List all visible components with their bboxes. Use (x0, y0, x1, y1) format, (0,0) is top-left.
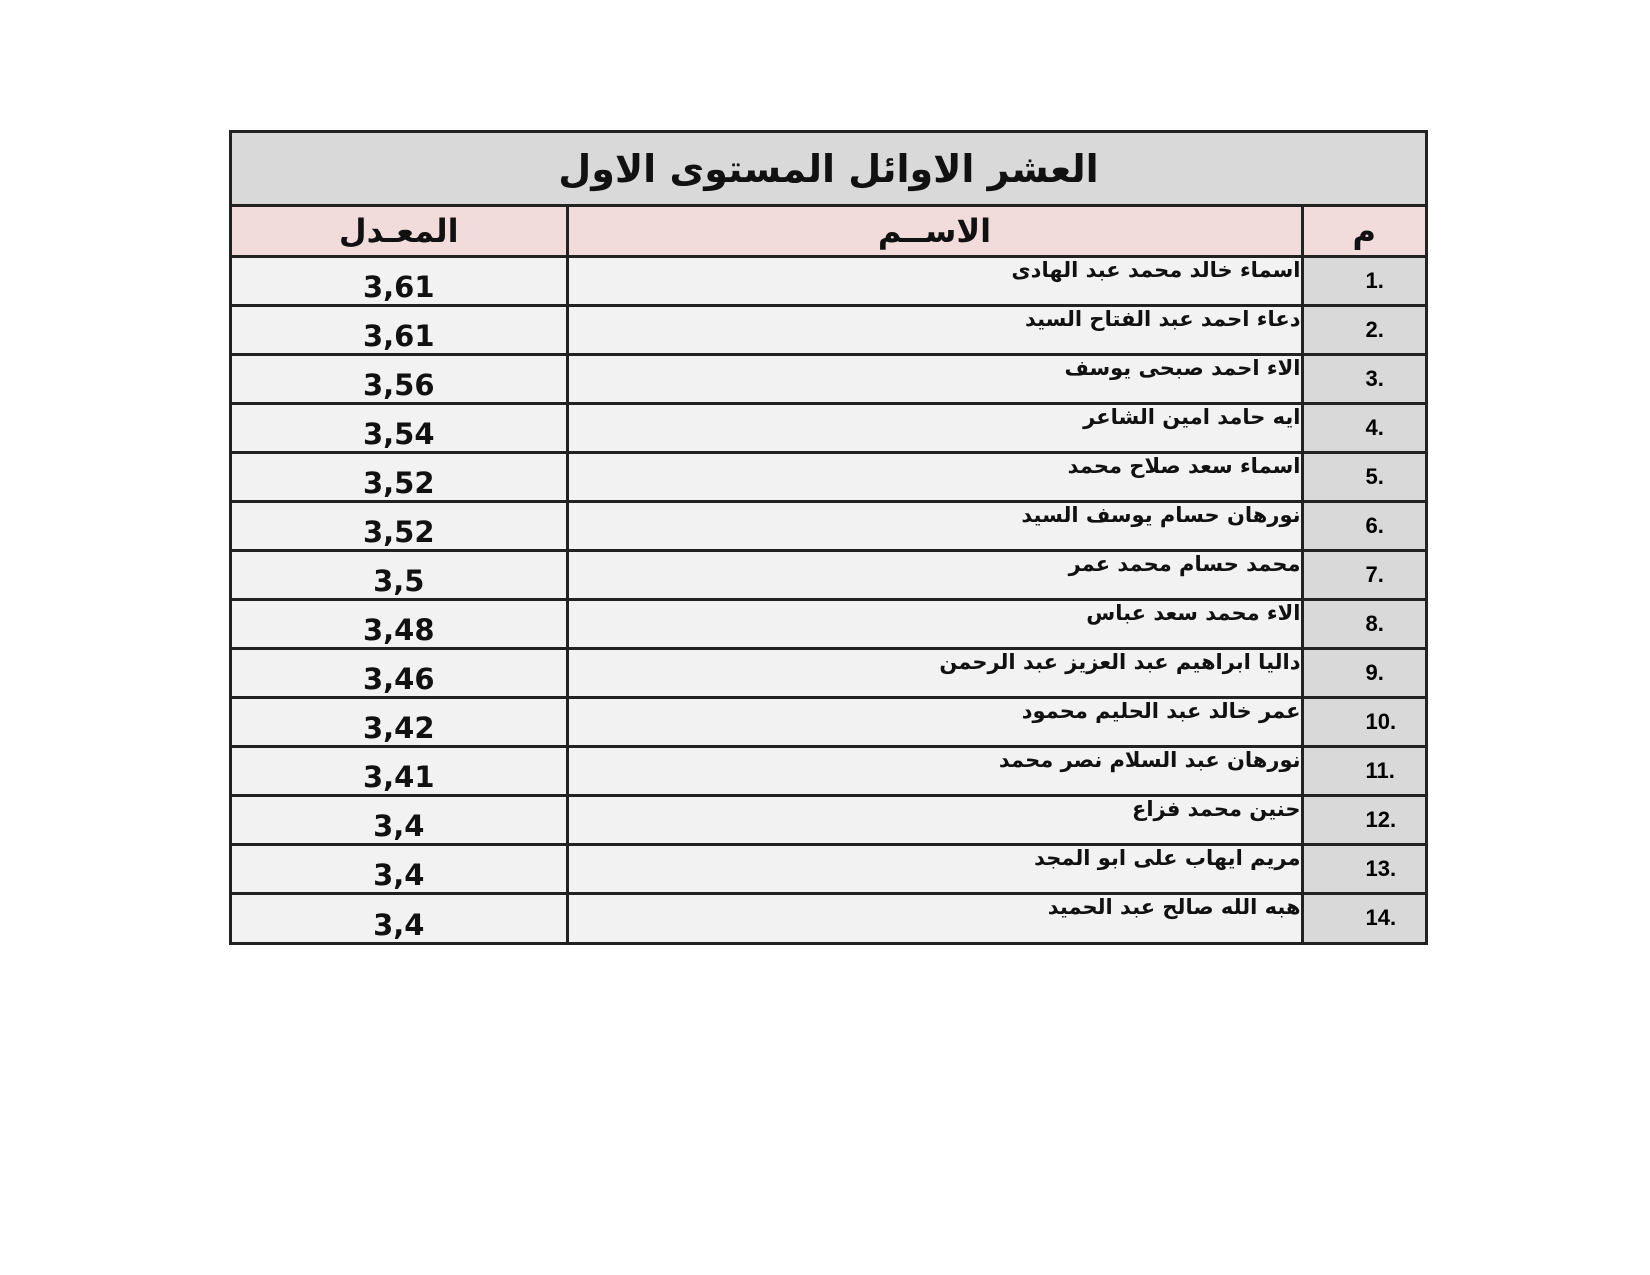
table-row (232, 746, 1425, 795)
student-name: داليا ابراهيم عبد العزيز عبد الرحمن (567, 648, 1302, 697)
table-title: العشر الاوائل المستوى الاول (232, 133, 1425, 207)
row-number-text: 8. (1365, 610, 1384, 636)
row-number-text: 9. (1365, 659, 1384, 685)
student-gpa: 3,52 (232, 501, 567, 550)
row-number-text: 4. (1365, 414, 1384, 440)
row-number-text: 7. (1365, 561, 1384, 587)
row-number (1302, 305, 1425, 354)
student-gpa: 3,61 (232, 305, 567, 354)
row-number (1302, 501, 1425, 550)
row-number (1302, 403, 1425, 452)
table-row (232, 844, 1425, 893)
table-row (232, 550, 1425, 599)
row-number-text: 5. (1365, 463, 1384, 489)
table-row (232, 697, 1425, 746)
student-name: الاء محمد سعد عباس (567, 599, 1302, 648)
row-number-text: 13. (1365, 855, 1397, 881)
row-number-text: 14. (1365, 905, 1397, 931)
header-row (232, 207, 1425, 256)
table-row (232, 795, 1425, 844)
student-name: نورهان حسام يوسف السيد (567, 501, 1302, 550)
student-name: محمد حسام محمد عمر (567, 550, 1302, 599)
table-row (232, 452, 1425, 501)
row-number-text: 2. (1365, 316, 1384, 342)
student-name: دعاء احمد عبد الفتاح السيد (567, 305, 1302, 354)
table-body (232, 256, 1425, 942)
row-number (1302, 452, 1425, 501)
student-gpa: 3,42 (232, 697, 567, 746)
students-grid (232, 207, 1425, 942)
table-row (232, 256, 1425, 305)
student-gpa: 3,41 (232, 746, 567, 795)
student-gpa: 3,4 (232, 893, 567, 942)
row-number-text: 11. (1365, 757, 1395, 783)
row-number-text: 10. (1365, 708, 1397, 734)
student-name: هبه الله صالح عبد الحميد (567, 893, 1302, 942)
row-number (1302, 354, 1425, 403)
student-gpa: 3,48 (232, 599, 567, 648)
table-row (232, 599, 1425, 648)
student-gpa: 3,54 (232, 403, 567, 452)
student-name: الاء احمد صبحى يوسف (567, 354, 1302, 403)
table-row (232, 354, 1425, 403)
table-row (232, 403, 1425, 452)
row-number (1302, 893, 1425, 942)
student-gpa: 3,52 (232, 452, 567, 501)
row-number (1302, 648, 1425, 697)
student-name: عمر خالد عبد الحليم محمود (567, 697, 1302, 746)
row-number (1302, 550, 1425, 599)
header-name: الاســم (567, 207, 1302, 256)
table-row (232, 893, 1425, 942)
student-name: حنين محمد فزاع (567, 795, 1302, 844)
table-row (232, 648, 1425, 697)
row-number (1302, 746, 1425, 795)
honor-roll-table (229, 130, 1428, 945)
row-number (1302, 697, 1425, 746)
row-number (1302, 844, 1425, 893)
student-name: ايه حامد امين الشاعر (567, 403, 1302, 452)
row-number (1302, 599, 1425, 648)
student-gpa: 3,4 (232, 844, 567, 893)
row-number-text: 3. (1365, 365, 1384, 391)
student-name: مريم ايهاب على ابو المجد (567, 844, 1302, 893)
row-number (1302, 256, 1425, 305)
student-name: اسماء خالد محمد عبد الهادى (567, 256, 1302, 305)
student-name: نورهان عبد السلام نصر محمد (567, 746, 1302, 795)
student-gpa: 3,56 (232, 354, 567, 403)
student-gpa: 3,4 (232, 795, 567, 844)
student-gpa: 3,46 (232, 648, 567, 697)
header-number: م (1302, 207, 1425, 256)
row-number-text: 12. (1365, 806, 1397, 832)
student-gpa: 3,5 (232, 550, 567, 599)
row-number (1302, 795, 1425, 844)
row-number-text: 6. (1365, 512, 1384, 538)
student-gpa: 3,61 (232, 256, 567, 305)
student-name: اسماء سعد صلاح محمد (567, 452, 1302, 501)
header-gpa: المعـدل (232, 207, 567, 256)
row-number-text: 1. (1365, 267, 1384, 293)
table-row (232, 305, 1425, 354)
table-row (232, 501, 1425, 550)
